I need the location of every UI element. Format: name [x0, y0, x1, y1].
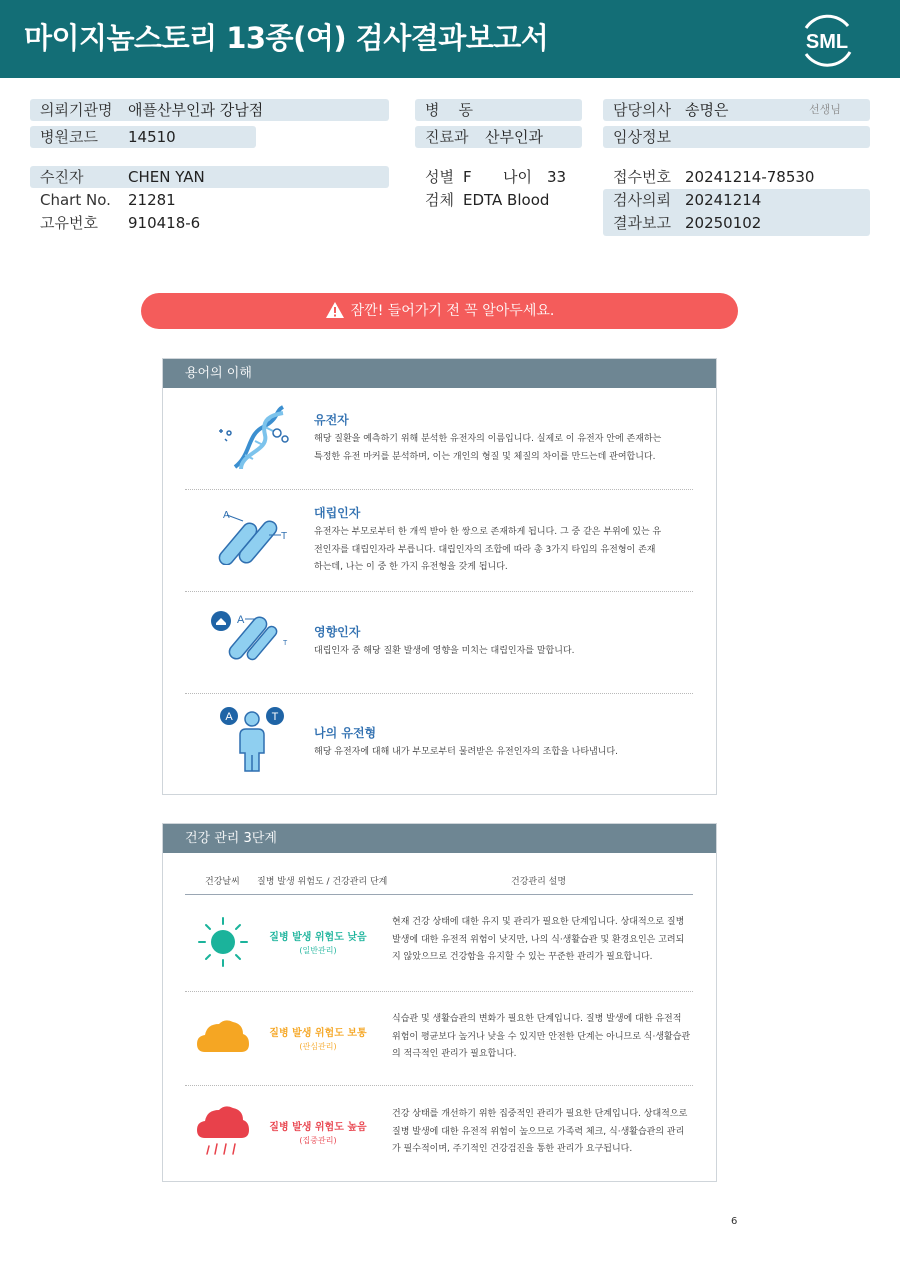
- term-desc: 유전자는 부모로부터 한 개씩 받아 한 쌍으로 존재하게 됩니다. 그 중 같은 부위에 있는 유전인자를 대립인자라 부릅니다. 대립인자의 조합에 따라 총 3가지 타입의 유전형이 존재하는데, 나는 이 중 한 가지 유전형을 갖게 됩니다.: [314, 527, 662, 572]
- specimen-row: [415, 189, 582, 211]
- report-header: [0, 0, 900, 78]
- specimen-label: 검체: [425, 191, 454, 209]
- institution-value: 애플산부인과 강남점: [128, 101, 264, 119]
- clinical-row: [603, 126, 870, 148]
- term-title: 대립인자: [314, 506, 361, 520]
- stage-sub: (일반관리): [299, 946, 337, 955]
- warning-text: 잠깐! 들어가기 전 꼭 알아두세요.: [350, 303, 555, 319]
- request-value: 20241214: [685, 191, 762, 209]
- col-weather: 건강날씨: [205, 877, 240, 887]
- request-label: 검사의뢰: [613, 191, 671, 209]
- svg-text:A: A: [225, 711, 233, 723]
- svg-text:SML: SML: [805, 31, 849, 53]
- header-rule: [185, 894, 693, 895]
- svg-text:T: T: [281, 531, 288, 542]
- health-panel: [162, 823, 717, 1182]
- institution-row: [30, 99, 389, 121]
- receipt-row: [603, 166, 870, 188]
- influence-factor-icon: [211, 609, 291, 669]
- stage-sub: (관심관리): [299, 1042, 337, 1051]
- svg-text:T: T: [283, 640, 288, 647]
- divider: [185, 1085, 693, 1086]
- hospital-code-row: [30, 126, 256, 148]
- id-row: [30, 212, 389, 234]
- sex-label: 성별: [425, 168, 454, 186]
- terms-panel: [162, 358, 717, 795]
- id-label: 고유번호: [40, 214, 98, 232]
- term-desc: 대립인자 중 해당 질환 발생에 영향을 미치는 대립인자를 말합니다.: [314, 646, 575, 656]
- health-heading: 건강 관리 3단계: [163, 824, 716, 853]
- dept-label: 진료과: [425, 128, 469, 146]
- sun-icon: [195, 914, 251, 970]
- request-row: [603, 189, 870, 212]
- institution-label: 의뢰기관명: [40, 101, 113, 119]
- terms-heading: 용어의 이해: [163, 359, 716, 388]
- divider: [185, 693, 693, 694]
- hospital-code-label: 병원코드: [40, 128, 98, 146]
- chart-label: Chart No.: [40, 191, 111, 209]
- term-desc: 해당 유전자에 대해 내가 부모로부터 물려받은 유전인자의 조합을 나타냅니다.: [314, 747, 618, 757]
- dept-value: 산부인과: [485, 128, 543, 146]
- warning-banner: [141, 293, 738, 329]
- chromosome-icon: [217, 505, 297, 565]
- svg-text:T: T: [271, 711, 279, 723]
- svg-text:A: A: [223, 510, 230, 521]
- ward-label: 병 동: [425, 101, 474, 119]
- chart-row: [30, 189, 389, 211]
- report-value: 20250102: [685, 214, 762, 232]
- col-desc: 건강관리 설명: [511, 877, 567, 887]
- report-title: 마이지놈스토리 13종(여) 검사결과보고서: [24, 21, 549, 55]
- chart-value: 21281: [128, 191, 176, 209]
- col-risk: 질병 발생 위험도 / 건강관리 단계: [257, 877, 388, 887]
- svg-text:A: A: [237, 614, 245, 626]
- cloud-icon: [195, 1016, 251, 1056]
- person-genotype-icon: [219, 705, 285, 775]
- dna-icon: [211, 405, 291, 471]
- patient-label: 수진자: [40, 168, 84, 186]
- doctor-label: 담당의사: [613, 101, 671, 119]
- stage-name: 질병 발생 위험도 보통: [269, 1028, 367, 1039]
- divider: [185, 489, 693, 490]
- age-value: 33: [547, 168, 567, 186]
- dept-row: [415, 126, 582, 148]
- patient-value: CHEN YAN: [128, 168, 205, 186]
- id-value: 910418-6: [128, 214, 201, 232]
- page-number: 6: [731, 1216, 738, 1227]
- report-label: 결과보고: [613, 214, 671, 232]
- divider: [185, 991, 693, 992]
- term-title: 유전자: [314, 413, 349, 427]
- doctor-row: [603, 99, 870, 121]
- specimen-value: EDTA Blood: [463, 191, 550, 209]
- term-desc: 해당 질환을 예측하기 위해 분석한 유전자의 이름입니다. 실제로 이 유전자 안에 존재하는 특정한 유전 마커를 분석하며, 이는 개인의 형질 및 체질의 차이를 만드는데 관여합니다.: [314, 434, 662, 462]
- stage-desc: 건강 상태를 개선하기 위한 집중적인 관리가 필요한 단계입니다. 상대적으로 질병 발생에 대한 유전적 위험이 높으므로 가족력 체크, 식·생활습관의 관리가 필수적이며, 주기적인 건강검진을 통한 관리가 요구됩니다.: [392, 1109, 688, 1154]
- receipt-label: 접수번호: [613, 168, 671, 186]
- age-label: 나이: [503, 168, 532, 186]
- patient-row: [30, 166, 389, 188]
- receipt-value: 20241214-78530: [685, 168, 815, 186]
- stage-sub: (집중관리): [299, 1136, 337, 1145]
- clinical-label: 임상정보: [613, 128, 671, 146]
- rain-cloud-icon: [195, 1104, 251, 1160]
- dates-box: [603, 189, 870, 236]
- stage-desc: 식습관 및 생활습관의 변화가 필요한 단계입니다. 질병 발생에 대한 유전적 위험이 평균보다 높거나 낮을 수 있지만 안전한 단계는 아니므로 식·생활습관의 적극적인 관리가 필요합니다.: [392, 1014, 691, 1059]
- sex-value: F: [463, 168, 472, 186]
- warning-icon: [325, 301, 345, 319]
- doctor-value: 송명은: [685, 101, 729, 119]
- divider: [185, 591, 693, 592]
- stage-name: 질병 발생 위험도 높음: [269, 1122, 367, 1133]
- sex-age-row: [415, 166, 582, 188]
- ward-row: [415, 99, 582, 121]
- sml-logo: [796, 10, 858, 70]
- term-title: 영향인자: [314, 625, 361, 639]
- report-row: [603, 212, 870, 235]
- stage-name: 질병 발생 위험도 낮음: [269, 932, 367, 943]
- doctor-suffix: 선생님: [809, 103, 841, 116]
- stage-desc: 현재 건강 상태에 대한 유지 및 관리가 필요한 단계입니다. 상대적으로 질병 발생에 대한 유전적 위험이 낮지만, 나의 식·생활습관 및 환경요인은 고려되지 않았으므로 건강함을 유지할 수 있는 꾸준한 관리가 필요합니다.: [392, 917, 685, 962]
- term-title: 나의 유전형: [314, 726, 377, 740]
- hospital-code-value: 14510: [128, 128, 176, 146]
